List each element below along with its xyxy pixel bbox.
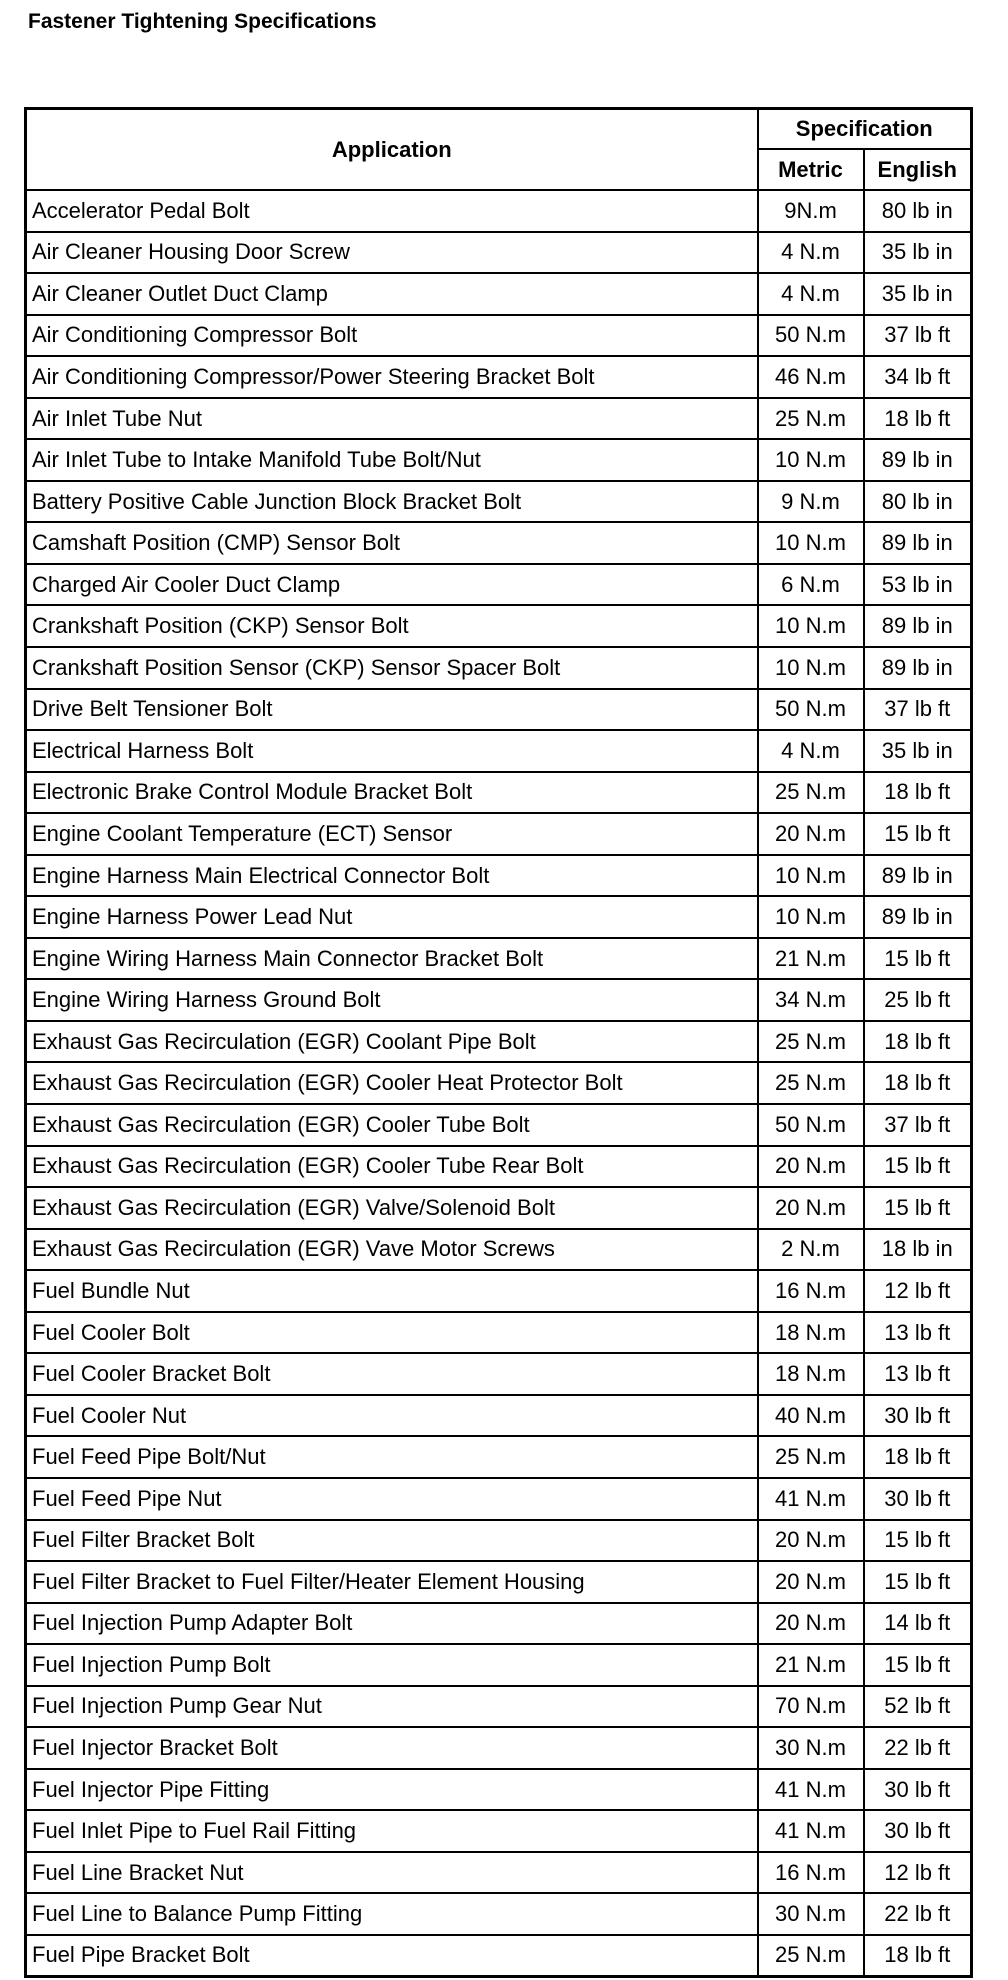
- metric-cell: 20 N.m: [758, 1520, 864, 1562]
- fastener-spec-table: [24, 107, 973, 1978]
- table-row: [26, 1146, 972, 1188]
- metric-cell: 34 N.m: [758, 979, 864, 1021]
- table-row: [26, 1312, 972, 1354]
- english-cell: 30 lb ft: [864, 1478, 972, 1520]
- metric-cell: 25 N.m: [758, 1935, 864, 1977]
- table-body: [26, 190, 972, 1977]
- english-cell: 12 lb ft: [864, 1852, 972, 1894]
- table-row: [26, 938, 972, 980]
- metric-cell: 40 N.m: [758, 1395, 864, 1437]
- english-cell: 12 lb ft: [864, 1270, 972, 1312]
- table-row: [26, 1727, 972, 1769]
- application-cell: Fuel Pipe Bracket Bolt: [26, 1935, 758, 1977]
- english-cell: 15 lb ft: [864, 938, 972, 980]
- english-cell: 18 lb ft: [864, 398, 972, 440]
- application-cell: Fuel Cooler Nut: [26, 1395, 758, 1437]
- english-cell: 18 lb ft: [864, 1436, 972, 1478]
- english-cell: 35 lb in: [864, 232, 972, 274]
- application-cell: Battery Positive Cable Junction Block Bracket Bolt: [26, 481, 758, 523]
- metric-cell: 20 N.m: [758, 1603, 864, 1645]
- table-row: [26, 1852, 972, 1894]
- application-cell: Exhaust Gas Recirculation (EGR) Cooler Tube Rear Bolt: [26, 1146, 758, 1188]
- english-cell: 53 lb in: [864, 564, 972, 606]
- metric-cell: 25 N.m: [758, 1062, 864, 1104]
- table-row: [26, 439, 972, 481]
- metric-cell: 18 N.m: [758, 1353, 864, 1395]
- table-row: [26, 1062, 972, 1104]
- application-cell: Engine Wiring Harness Main Connector Bracket Bolt: [26, 938, 758, 980]
- application-cell: Exhaust Gas Recirculation (EGR) Valve/Solenoid Bolt: [26, 1187, 758, 1229]
- table-row: [26, 232, 972, 274]
- metric-cell: 21 N.m: [758, 1644, 864, 1686]
- english-cell: 80 lb in: [864, 190, 972, 232]
- table-row: [26, 1686, 972, 1728]
- english-cell: 89 lb in: [864, 439, 972, 481]
- application-cell: Electronic Brake Control Module Bracket Bolt: [26, 772, 758, 814]
- metric-cell: 25 N.m: [758, 772, 864, 814]
- table-row: [26, 1395, 972, 1437]
- table-row: [26, 855, 972, 897]
- metric-cell: 2 N.m: [758, 1229, 864, 1271]
- metric-cell: 10 N.m: [758, 522, 864, 564]
- english-cell: 15 lb ft: [864, 1187, 972, 1229]
- english-cell: 89 lb in: [864, 605, 972, 647]
- specification-header: Specification: [758, 109, 972, 150]
- table-header: [26, 109, 972, 191]
- metric-cell: 50 N.m: [758, 315, 864, 357]
- application-cell: Engine Wiring Harness Ground Bolt: [26, 979, 758, 1021]
- english-cell: 15 lb ft: [864, 1644, 972, 1686]
- application-cell: Engine Harness Power Lead Nut: [26, 896, 758, 938]
- english-cell: 18 lb ft: [864, 772, 972, 814]
- metric-cell: 10 N.m: [758, 439, 864, 481]
- application-cell: Air Conditioning Compressor/Power Steering Bracket Bolt: [26, 356, 758, 398]
- application-cell: Fuel Injection Pump Bolt: [26, 1644, 758, 1686]
- metric-cell: 41 N.m: [758, 1769, 864, 1811]
- metric-cell: 6 N.m: [758, 564, 864, 606]
- application-cell: Fuel Bundle Nut: [26, 1270, 758, 1312]
- application-cell: Exhaust Gas Recirculation (EGR) Cooler Tube Bolt: [26, 1104, 758, 1146]
- english-cell: 13 lb ft: [864, 1353, 972, 1395]
- table-row: [26, 1104, 972, 1146]
- english-cell: 18 lb in: [864, 1229, 972, 1271]
- metric-cell: 25 N.m: [758, 1021, 864, 1063]
- table-row: [26, 1810, 972, 1852]
- metric-cell: 30 N.m: [758, 1893, 864, 1935]
- english-cell: 30 lb ft: [864, 1769, 972, 1811]
- table-row: [26, 1270, 972, 1312]
- english-cell: 15 lb ft: [864, 1520, 972, 1562]
- english-cell: 18 lb ft: [864, 1021, 972, 1063]
- metric-cell: 18 N.m: [758, 1312, 864, 1354]
- header-row: [26, 109, 972, 150]
- application-cell: Crankshaft Position (CKP) Sensor Bolt: [26, 605, 758, 647]
- english-cell: 35 lb in: [864, 730, 972, 772]
- application-cell: Accelerator Pedal Bolt: [26, 190, 758, 232]
- application-cell: Engine Harness Main Electrical Connector Bolt: [26, 855, 758, 897]
- application-cell: Charged Air Cooler Duct Clamp: [26, 564, 758, 606]
- table-row: [26, 605, 972, 647]
- application-cell: Crankshaft Position Sensor (CKP) Sensor Spacer Bolt: [26, 647, 758, 689]
- application-cell: Air Inlet Tube to Intake Manifold Tube Bolt/Nut: [26, 439, 758, 481]
- english-cell: 14 lb ft: [864, 1603, 972, 1645]
- english-cell: 22 lb ft: [864, 1727, 972, 1769]
- english-cell: 35 lb in: [864, 273, 972, 315]
- metric-cell: 50 N.m: [758, 1104, 864, 1146]
- metric-cell: 70 N.m: [758, 1686, 864, 1728]
- application-cell: Fuel Injection Pump Gear Nut: [26, 1686, 758, 1728]
- metric-header: Metric: [758, 149, 864, 190]
- english-cell: 37 lb ft: [864, 315, 972, 357]
- english-cell: 22 lb ft: [864, 1893, 972, 1935]
- metric-cell: 9 N.m: [758, 481, 864, 523]
- metric-cell: 25 N.m: [758, 398, 864, 440]
- english-cell: 25 lb ft: [864, 979, 972, 1021]
- metric-cell: 9N.m: [758, 190, 864, 232]
- table-row: [26, 1935, 972, 1977]
- metric-cell: 4 N.m: [758, 232, 864, 274]
- english-cell: 89 lb in: [864, 647, 972, 689]
- table-row: [26, 398, 972, 440]
- table-row: [26, 1769, 972, 1811]
- table-row: [26, 1893, 972, 1935]
- application-cell: Fuel Filter Bracket Bolt: [26, 1520, 758, 1562]
- metric-cell: 10 N.m: [758, 647, 864, 689]
- application-cell: Exhaust Gas Recirculation (EGR) Coolant Pipe Bolt: [26, 1021, 758, 1063]
- table-row: [26, 979, 972, 1021]
- english-cell: 89 lb in: [864, 522, 972, 564]
- english-cell: 89 lb in: [864, 855, 972, 897]
- table-row: [26, 522, 972, 564]
- application-cell: Fuel Inlet Pipe to Fuel Rail Fitting: [26, 1810, 758, 1852]
- application-cell: Air Cleaner Outlet Duct Clamp: [26, 273, 758, 315]
- english-cell: 89 lb in: [864, 896, 972, 938]
- table-row: [26, 481, 972, 523]
- metric-cell: 4 N.m: [758, 273, 864, 315]
- english-cell: 15 lb ft: [864, 1561, 972, 1603]
- metric-cell: 50 N.m: [758, 689, 864, 731]
- metric-cell: 25 N.m: [758, 1436, 864, 1478]
- application-cell: Electrical Harness Bolt: [26, 730, 758, 772]
- table-row: [26, 1187, 972, 1229]
- table-row: [26, 730, 972, 772]
- application-cell: Fuel Injector Pipe Fitting: [26, 1769, 758, 1811]
- english-cell: 18 lb ft: [864, 1935, 972, 1977]
- english-cell: 80 lb in: [864, 481, 972, 523]
- application-cell: Fuel Cooler Bolt: [26, 1312, 758, 1354]
- metric-cell: 41 N.m: [758, 1810, 864, 1852]
- english-cell: 18 lb ft: [864, 1062, 972, 1104]
- application-cell: Air Cleaner Housing Door Screw: [26, 232, 758, 274]
- english-cell: 37 lb ft: [864, 689, 972, 731]
- table-row: [26, 273, 972, 315]
- metric-cell: 16 N.m: [758, 1270, 864, 1312]
- table-row: [26, 689, 972, 731]
- english-cell: 52 lb ft: [864, 1686, 972, 1728]
- application-cell: Camshaft Position (CMP) Sensor Bolt: [26, 522, 758, 564]
- table-row: [26, 1644, 972, 1686]
- table-row: [26, 896, 972, 938]
- table-row: [26, 1021, 972, 1063]
- english-header: English: [864, 149, 972, 190]
- table-row: [26, 356, 972, 398]
- table-row: [26, 1436, 972, 1478]
- application-cell: Fuel Feed Pipe Nut: [26, 1478, 758, 1520]
- english-cell: 13 lb ft: [864, 1312, 972, 1354]
- application-cell: Engine Coolant Temperature (ECT) Sensor: [26, 813, 758, 855]
- table-row: [26, 813, 972, 855]
- metric-cell: 10 N.m: [758, 855, 864, 897]
- metric-cell: 46 N.m: [758, 356, 864, 398]
- metric-cell: 41 N.m: [758, 1478, 864, 1520]
- metric-cell: 10 N.m: [758, 605, 864, 647]
- table-row: [26, 1478, 972, 1520]
- page-title: Fastener Tightening Specifications: [28, 10, 377, 33]
- application-cell: Drive Belt Tensioner Bolt: [26, 689, 758, 731]
- metric-cell: 16 N.m: [758, 1852, 864, 1894]
- table-row: [26, 1353, 972, 1395]
- metric-cell: 20 N.m: [758, 813, 864, 855]
- application-cell: Fuel Feed Pipe Bolt/Nut: [26, 1436, 758, 1478]
- application-cell: Exhaust Gas Recirculation (EGR) Vave Motor Screws: [26, 1229, 758, 1271]
- table-row: [26, 1561, 972, 1603]
- application-cell: Fuel Line to Balance Pump Fitting: [26, 1893, 758, 1935]
- metric-cell: 20 N.m: [758, 1146, 864, 1188]
- metric-cell: 20 N.m: [758, 1561, 864, 1603]
- metric-cell: 4 N.m: [758, 730, 864, 772]
- english-cell: 37 lb ft: [864, 1104, 972, 1146]
- metric-cell: 10 N.m: [758, 896, 864, 938]
- application-cell: Fuel Filter Bracket to Fuel Filter/Heater Element Housing: [26, 1561, 758, 1603]
- application-cell: Fuel Injector Bracket Bolt: [26, 1727, 758, 1769]
- english-cell: 30 lb ft: [864, 1395, 972, 1437]
- metric-cell: 20 N.m: [758, 1187, 864, 1229]
- application-cell: Fuel Injection Pump Adapter Bolt: [26, 1603, 758, 1645]
- metric-cell: 21 N.m: [758, 938, 864, 980]
- metric-cell: 30 N.m: [758, 1727, 864, 1769]
- table-row: [26, 564, 972, 606]
- table-row: [26, 190, 972, 232]
- application-cell: Air Inlet Tube Nut: [26, 398, 758, 440]
- english-cell: 30 lb ft: [864, 1810, 972, 1852]
- table-row: [26, 315, 972, 357]
- table-row: [26, 772, 972, 814]
- application-cell: Air Conditioning Compressor Bolt: [26, 315, 758, 357]
- table-row: [26, 1520, 972, 1562]
- application-cell: Exhaust Gas Recirculation (EGR) Cooler Heat Protector Bolt: [26, 1062, 758, 1104]
- english-cell: 15 lb ft: [864, 813, 972, 855]
- english-cell: 15 lb ft: [864, 1146, 972, 1188]
- application-cell: Fuel Cooler Bracket Bolt: [26, 1353, 758, 1395]
- table-row: [26, 1229, 972, 1271]
- table-row: [26, 1603, 972, 1645]
- english-cell: 34 lb ft: [864, 356, 972, 398]
- table-row: [26, 647, 972, 689]
- application-cell: Fuel Line Bracket Nut: [26, 1852, 758, 1894]
- application-header: Application: [26, 109, 758, 191]
